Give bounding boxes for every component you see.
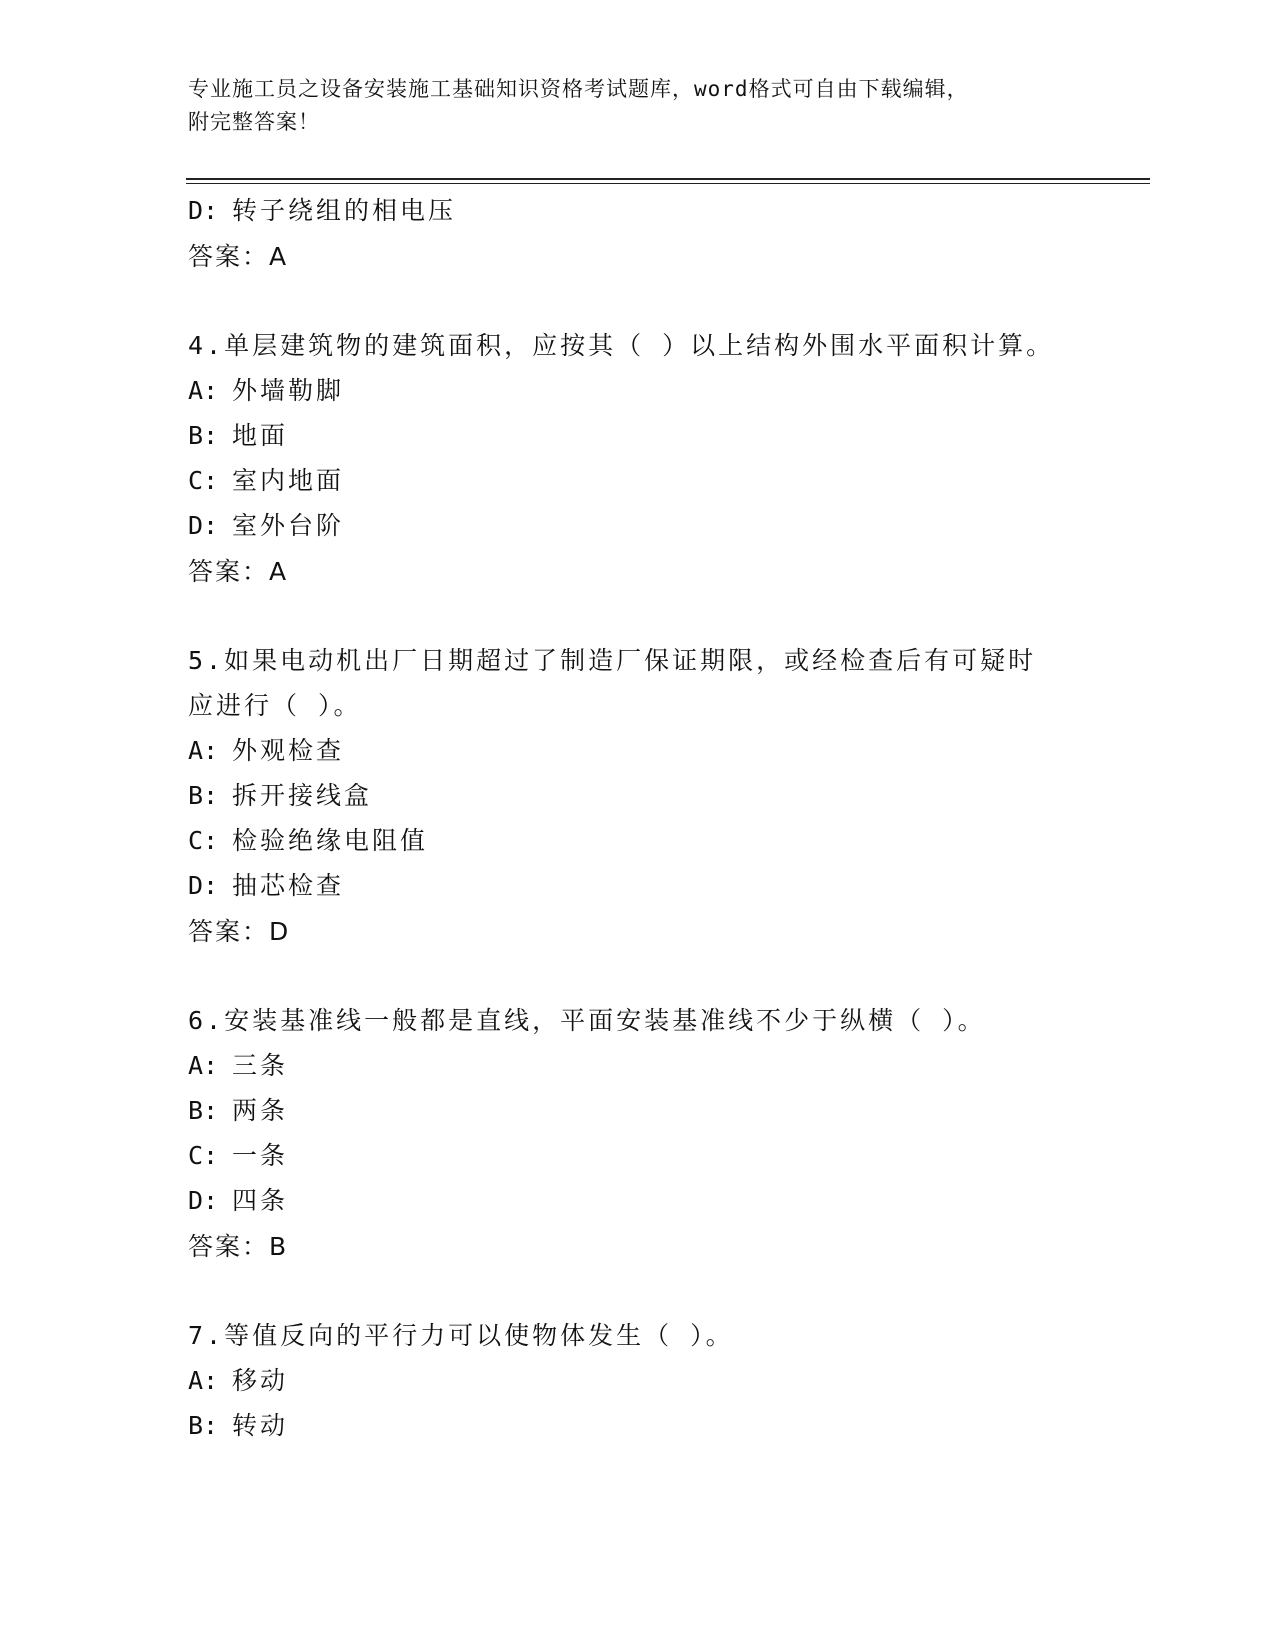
question-stem: 5.如果电动机出厂日期超过了制造厂保证期限，或经检查后有可疑时 <box>188 646 1037 675</box>
option-key: B: <box>188 421 219 450</box>
option-a <box>188 368 1148 413</box>
document-header <box>188 73 1068 139</box>
answer-line: 答案：B <box>188 1232 289 1261</box>
option-key: A: <box>188 376 219 405</box>
option-text: 四条 <box>232 1186 289 1215</box>
option-b <box>188 773 1148 818</box>
header-line-2: 附完整答案！ <box>188 110 320 134</box>
option-c <box>188 1133 1148 1178</box>
option-key: A: <box>188 1366 219 1395</box>
option-key: A: <box>188 736 219 765</box>
option-text: 外观检查 <box>232 736 345 765</box>
option-b <box>188 1088 1148 1133</box>
option-text: 一条 <box>232 1141 289 1170</box>
option-key: D: <box>188 1186 219 1215</box>
question-4 <box>188 323 1148 595</box>
question-stem: 6.安装基准线一般都是直线，平面安装基准线不少于纵横（ ）。 <box>188 1006 986 1035</box>
option-d <box>188 188 1148 233</box>
option-key: B: <box>188 1096 219 1125</box>
option-key: B: <box>188 781 219 810</box>
option-key: D: <box>188 511 219 540</box>
question-stem: 4.单层建筑物的建筑面积，应按其（ ）以上结构外围水平面积计算。 <box>188 331 1055 360</box>
option-text: 外墙勒脚 <box>232 376 345 405</box>
option-b <box>188 1403 1148 1448</box>
answer-line: 答案：A <box>188 557 289 586</box>
question-7 <box>188 1313 1148 1448</box>
option-b <box>188 413 1148 458</box>
option-d <box>188 863 1148 908</box>
answer-line: 答案：D <box>188 917 291 946</box>
question-3-tail <box>188 188 1148 280</box>
header-line-1: 专业施工员之设备安装施工基础知识资格考试题库，word格式可自由下载编辑， <box>188 77 969 101</box>
option-key: B: <box>188 1411 219 1440</box>
question-stem: 7.等值反向的平行力可以使物体发生（ ）。 <box>188 1321 734 1350</box>
spacer <box>188 955 1148 998</box>
option-c <box>188 458 1148 503</box>
option-a <box>188 1358 1148 1403</box>
spacer <box>188 1270 1148 1313</box>
header-rule-thick <box>186 178 1150 180</box>
header-rule-thin <box>186 183 1150 184</box>
option-text: 地面 <box>232 421 289 450</box>
option-text: 转动 <box>232 1411 289 1440</box>
option-text: 拆开接线盒 <box>232 781 373 810</box>
spacer <box>188 280 1148 323</box>
option-text: 室内地面 <box>232 466 345 495</box>
question-list <box>188 188 1148 1448</box>
answer-line: 答案：A <box>188 242 289 271</box>
option-key: A: <box>188 1051 219 1080</box>
option-key: C: <box>188 466 219 495</box>
option-text: 转子绕组的相电压 <box>232 196 457 225</box>
option-text: 抽芯检查 <box>232 871 345 900</box>
option-d <box>188 503 1148 548</box>
spacer <box>188 595 1148 638</box>
option-key: D: <box>188 871 219 900</box>
option-text: 移动 <box>232 1366 289 1395</box>
option-key: C: <box>188 826 219 855</box>
option-a <box>188 1043 1148 1088</box>
option-a <box>188 728 1148 773</box>
option-key: C: <box>188 1141 219 1170</box>
option-c <box>188 818 1148 863</box>
question-6 <box>188 998 1148 1270</box>
option-text: 室外台阶 <box>232 511 345 540</box>
question-stem-continued: 应进行（ ）。 <box>188 691 362 720</box>
option-text: 三条 <box>232 1051 289 1080</box>
option-text: 两条 <box>232 1096 289 1125</box>
question-5 <box>188 638 1148 955</box>
option-text: 检验绝缘电阻值 <box>232 826 429 855</box>
option-key: D: <box>188 196 219 225</box>
option-d <box>188 1178 1148 1223</box>
